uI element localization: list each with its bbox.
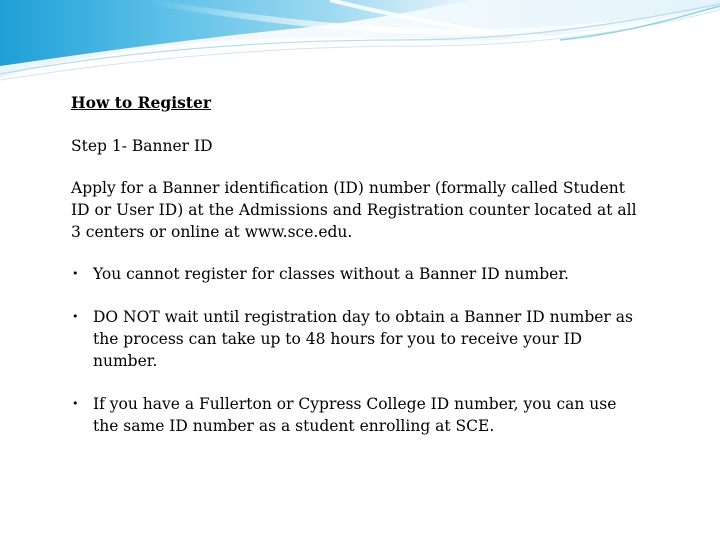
bullet-text: If you have a Fullerton or Cypress College ID number, you can use the same ID number as a student enrolling at SCE. <box>93 395 617 435</box>
bullet-icon: • <box>72 310 79 323</box>
bullet-icon: • <box>72 267 79 280</box>
bullet-item <box>71 263 646 285</box>
bullet-text: You cannot register for classes without a Banner ID number. <box>93 265 569 283</box>
bullet-item <box>71 306 646 372</box>
slide-title: How to Register <box>71 93 211 112</box>
header-wave-decoration <box>0 0 720 90</box>
step-heading: Step 1- Banner ID <box>71 137 213 155</box>
slide-content <box>71 92 646 458</box>
intro-paragraph: Apply for a Banner identification (ID) number (formally called Student ID or User ID) at the Admissions and Registration counter located at all 3 centers or online at www.sce.edu. <box>71 179 637 241</box>
bullet-text: DO NOT wait until registration day to obtain a Banner ID number as the process can take up to 48 hours for you to receive your ID number. <box>93 308 633 370</box>
bullet-item <box>71 393 646 437</box>
bullet-icon: • <box>72 397 79 410</box>
bullet-list <box>71 263 646 437</box>
